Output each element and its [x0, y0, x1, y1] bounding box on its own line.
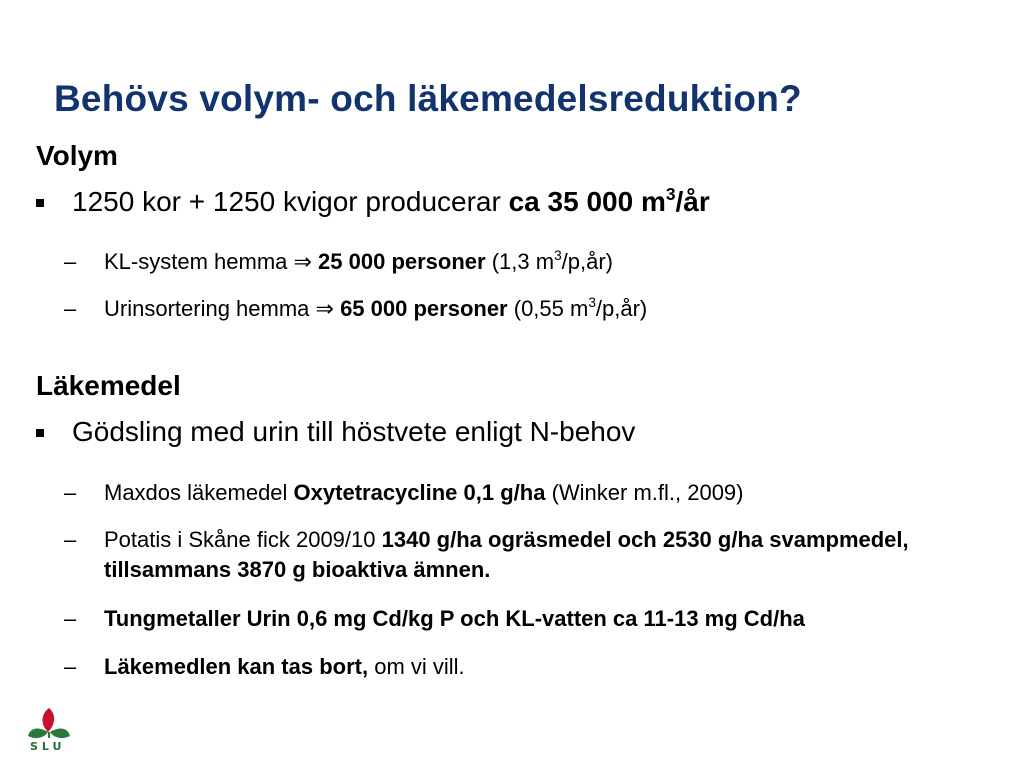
- sub-item-text: Potatis i Skåne fick 2009/10 1340 g/ha ogräsmedel och 2530 g/ha svampmedel, tillsammans 3870 g bioaktiva ämnen.: [104, 527, 909, 582]
- dash-marker: –: [64, 654, 77, 679]
- sub-item-text: Urinsortering hemma ⇒ 65 000 personer (0,55 $m^3/p,år$): [104, 295, 648, 321]
- sub-item-text: Maxdos läkemedel Oxytetracycline 0,1 g/ha (Winker m.fl., 2009): [104, 480, 744, 505]
- sub-item-text: Tungmetaller Urin 0,6 mg Cd/kg P och KL-vatten ca 11-13 mg Cd/ha: [104, 606, 805, 631]
- implies-arrow-icon: ⇒: [293, 249, 312, 274]
- slide-title: Behövs volym- och läkemedelsreduktion?: [54, 78, 802, 119]
- section-heading-lakemedel: Läkemedel: [36, 370, 181, 401]
- dash-marker: –: [64, 296, 77, 321]
- bullet-text: Gödsling med urin till höstvete enligt N-behov: [72, 416, 636, 447]
- bullet-marker-icon: [36, 199, 44, 207]
- implies-arrow-icon: ⇒: [315, 296, 334, 321]
- dash-marker: –: [64, 527, 77, 552]
- slu-leaf-logo-icon: [26, 706, 72, 762]
- dash-marker: –: [64, 249, 77, 274]
- bullet-marker-icon: [36, 429, 44, 437]
- dash-marker: –: [64, 606, 77, 631]
- logo-text: SLU: [30, 740, 66, 753]
- bullet-text: 1250 kor + 1250 kvigor producerar ca 35 000 $m^3/år$: [72, 183, 710, 217]
- sub-item-text: KL-system hemma ⇒ 25 000 personer (1,3 $m^3/p,år$): [104, 248, 614, 274]
- section-heading-volym: Volym: [36, 140, 118, 171]
- dash-marker: –: [64, 480, 77, 505]
- sub-item-text: Läkemedlen kan tas bort, om vi vill.: [104, 654, 465, 679]
